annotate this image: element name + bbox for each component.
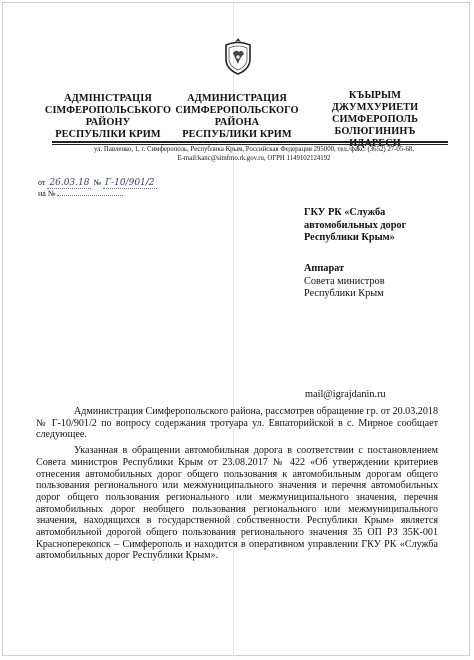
addressee-line: автомобильных дорог [304, 219, 407, 231]
header-line: БОЛЮГИНИНЪ [334, 126, 416, 137]
recipient-email: mail@igrajdanin.ru [305, 389, 386, 400]
header-line: СИМФЕРОПОЛЬСКОГО [175, 105, 299, 116]
body-paragraph-2: Указанная в обращении автомобильная дорога в соответствии с постановлением Совета министров Республики Крым от 23.08.2017 № 422 «Об утверждении критериев отнесения автомобильных дорог общего пользования к автомобильным дорогам общего пользования регионального или межмуниципального значения и перечня автомобильных дорог общего пользования регионального или межмуниципального значения, перечня автомобильных дорог необщего пользования регионального или межмуниципального значения, находящихся в государственной собственности Республики Крым» является автомобильной дорогой общего пользования регионального значения 35 ОП РЗ 35К-001 Красноперекопск – Симферополь и находится в оперативном управлении ГКУ РК «Служба автомобильных дорог Республики Крым». [36, 445, 438, 562]
header-line: РАЙОНА [214, 117, 260, 128]
header-divider-thick [52, 141, 448, 143]
addressee-road-service [304, 207, 464, 245]
header-line: РАЙОНУ [85, 117, 131, 128]
contact-info [45, 145, 463, 163]
body-paragraph-1: Администрация Симферопольского района, рассмотрев обращение гр. от 20.03.2018 № Г-10/901/2 по вопросу содержания тротуара ул. Евпаторийской в с. Мирное сообщает следующее. [36, 406, 438, 441]
header-line: РЕСПУБЛИКИ КРИМ [182, 129, 292, 140]
header-line: СИМФЕРОПОЛЬ [331, 114, 419, 125]
addressee-line: Республики Крым [304, 288, 384, 299]
reference-label: на № [38, 189, 56, 198]
addressee-line: Республики Крым» [304, 232, 395, 243]
header-russian [168, 93, 306, 141]
header-line: РЕСПУБЛІКИ КРИМ [55, 129, 161, 140]
header-line: СІМФЕРОПОЛЬСЬКОГО [44, 105, 172, 116]
addressee-line: Совета министров [304, 275, 385, 287]
coat-of-arms-icon [223, 37, 253, 75]
contact-address: ул. Павленко, 1, г. Симферополь, Республика Крым, Российская Федерация 295000, тел./факс: (3652) 27-05-68, [94, 146, 414, 153]
registration-line [38, 178, 157, 189]
from-label: от [38, 178, 46, 187]
registration-number: Г-10/901/2 [105, 178, 155, 188]
addressee-title: Аппарат [304, 263, 345, 274]
reference-blank [57, 195, 123, 196]
reference-line [38, 189, 123, 198]
contact-email-ogrn: E-mail:kanc@simfmo.rk.gov.ru, ОГРН 1149102124192 [177, 155, 331, 162]
header-ukrainian [35, 93, 181, 141]
addressee-council-apparatus [304, 263, 385, 301]
addressee-line: ГКУ РК «Служба [304, 207, 386, 218]
registration-date: 26.03.18 [49, 178, 90, 188]
header-line: АДМИНИСТРАЦИЯ [187, 93, 287, 104]
header-line: АДМІНІСТРАЦІЯ [64, 93, 152, 104]
letter-body [36, 406, 438, 566]
number-label: № [93, 178, 102, 187]
header-line: КЪЫРЫМ ДЖУМХУРИЕТИ [331, 90, 419, 113]
